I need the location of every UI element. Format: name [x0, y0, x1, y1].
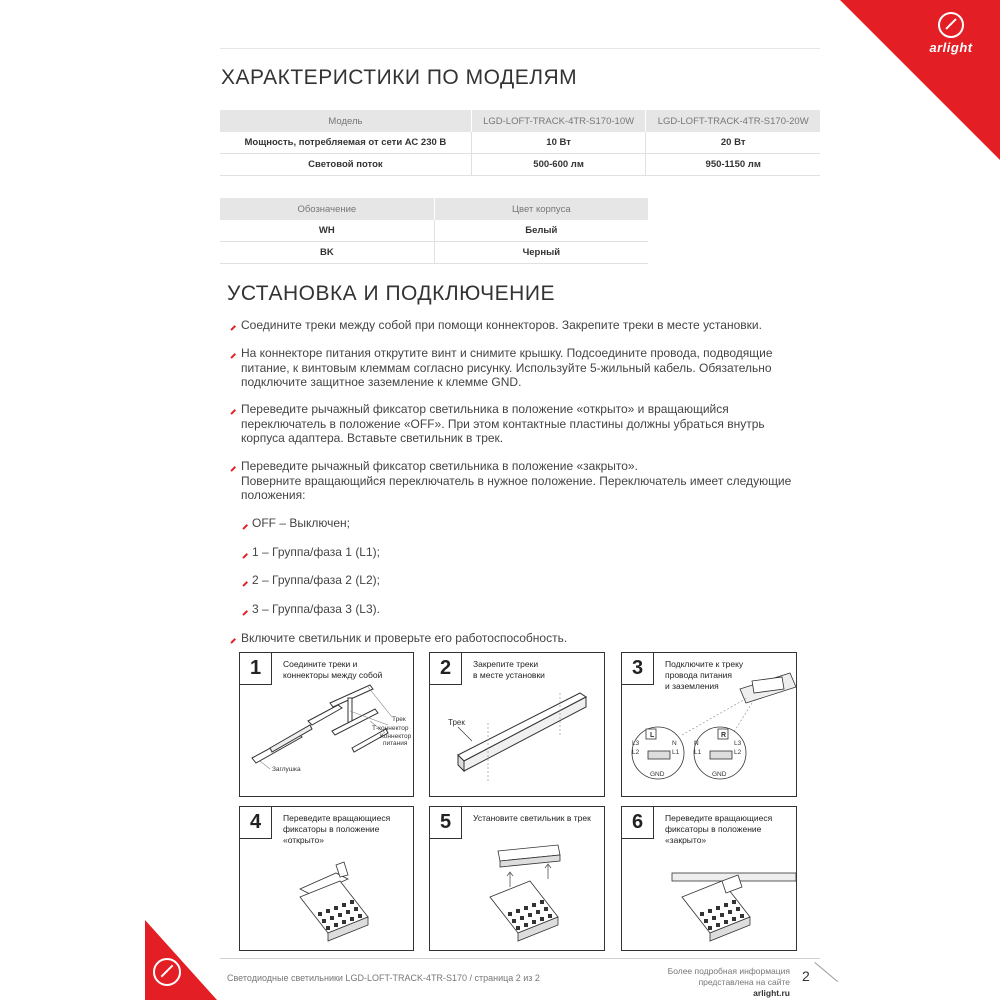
- brand-name: arlight: [929, 40, 973, 55]
- step-card-6: [621, 806, 797, 951]
- list-item: [241, 402, 765, 446]
- label-N: N: [672, 740, 677, 747]
- brand-logo-small-icon: [153, 958, 181, 986]
- step-caption: [473, 813, 603, 824]
- step-caption-line: провода питания: [665, 670, 732, 680]
- table-cell: Мощность, потребляемая от сети АС 230 В: [220, 132, 471, 154]
- list-item-line: переключатель в положение «OFF». При этом контактные пластины должны убраться внутрь: [241, 416, 765, 431]
- label-power-connector: Коннектор: [380, 733, 412, 740]
- table-cell: Черный: [434, 242, 648, 264]
- list-item-line: На коннекторе питания открутите винт и снимите крышку. Подсоедините провода, подводящие: [241, 346, 773, 360]
- page-number: 2: [802, 968, 810, 984]
- table-header-cell: Обозначение: [220, 198, 434, 220]
- color-table: [220, 198, 648, 264]
- step-caption-line: и заземления: [665, 681, 719, 691]
- list-item-line: питание, к винтовым клеммам согласно рисунку. Используйте 5-жильный кабель. Обязательно: [241, 360, 772, 375]
- label-L3: L3: [734, 740, 742, 747]
- table-cell: 950-1150 лм: [646, 154, 820, 176]
- models-table: [220, 110, 820, 176]
- label-track: Трек: [392, 716, 406, 723]
- table-header-cell: Цвет корпуса: [434, 198, 648, 220]
- table-row: [220, 220, 648, 242]
- table-header-cell: LGD-LOFT-TRACK-4TR-S170-10W: [471, 110, 646, 132]
- list-item-line: Переведите рычажный фиксатор светильника в положение «открыто» и вращающийся: [241, 402, 729, 416]
- step-caption: [283, 659, 423, 681]
- table-cell: 500-600 лм: [471, 154, 646, 176]
- footer-divider: [220, 958, 820, 959]
- step-caption-line: Соедините треки и: [283, 659, 358, 669]
- list-item: [241, 346, 773, 390]
- step-caption: [665, 659, 805, 692]
- list-item-line: Переведите рычажный фиксатор светильника в положение «закрыто».: [241, 459, 638, 473]
- table-header-cell: Модель: [220, 110, 471, 132]
- label-L3: L3: [632, 740, 640, 747]
- step-number: 5: [430, 807, 462, 839]
- table-cell: WH: [220, 220, 434, 242]
- corner-decoration-bottom-left: [145, 920, 217, 1000]
- step-caption: [473, 659, 613, 681]
- step-number: 1: [240, 653, 272, 685]
- step-card-2: [429, 652, 605, 797]
- list-item-line: Соедините треки между собой при помощи коннекторов. Закрепите треки в месте установки.: [241, 318, 762, 332]
- label-L2: L2: [734, 749, 742, 756]
- table-header-row: [220, 110, 820, 132]
- step-caption-line: Установите светильник в трек: [473, 813, 591, 823]
- step-caption-line: Переведите вращающиеся: [283, 813, 391, 823]
- step-number: 4: [240, 807, 272, 839]
- sub-list-item: OFF – Выключен;: [252, 516, 350, 530]
- section-title-characteristics: ХАРАКТЕРИСТИКИ ПО МОДЕЛЯМ: [221, 66, 578, 89]
- label-GND: GND: [650, 771, 665, 778]
- label-endcap: Заглушка: [272, 766, 301, 773]
- list-item: [241, 459, 791, 503]
- label-t-connector: Т-коннектор: [372, 725, 409, 732]
- table-cell: BK: [220, 242, 434, 264]
- step-card-3: [621, 652, 797, 797]
- footer-note-line: Более подробная информация: [667, 966, 790, 976]
- step-number: 2: [430, 653, 462, 685]
- footer-website-note: [660, 966, 790, 999]
- sub-list-item: 1 – Группа/фаза 1 (L1);: [252, 545, 380, 559]
- table-header-row: [220, 198, 648, 220]
- table-row: [220, 132, 820, 154]
- table-cell: 10 Вт: [471, 132, 646, 154]
- step-caption-line: «закрыто»: [665, 835, 707, 845]
- step-caption: [665, 813, 805, 846]
- label-L: L: [650, 732, 655, 739]
- table-row: [220, 242, 648, 264]
- label-L1: L1: [694, 749, 702, 756]
- step-caption-line: в месте установки: [473, 670, 545, 680]
- footer-decoration-line: [814, 962, 838, 982]
- list-item-line: корпуса адаптера. Вставьте светильник в трек.: [241, 431, 504, 445]
- label-L1: L1: [672, 749, 680, 756]
- step-caption-line: коннекторы между собой: [283, 670, 383, 680]
- table-cell: Световой поток: [220, 154, 471, 176]
- table-header-cell: LGD-LOFT-TRACK-4TR-S170-20W: [646, 110, 820, 132]
- label-power-connector-2: питания: [383, 740, 408, 747]
- list-item: Включите светильник и проверьте его работоспособность.: [241, 631, 568, 645]
- step-card-1: [239, 652, 414, 797]
- label-R: R: [721, 732, 727, 739]
- sub-list-item: 2 – Группа/фаза 2 (L2);: [252, 573, 380, 587]
- step-caption-line: «открыто»: [283, 835, 324, 845]
- footer-note-line: [660, 977, 790, 999]
- step-caption-line: Закрепите треки: [473, 659, 539, 669]
- website-link[interactable]: arlight.ru: [753, 988, 790, 998]
- step-card-5: [429, 806, 605, 951]
- step-caption-line: фиксаторы в положение: [283, 824, 380, 834]
- list-item: [241, 318, 762, 333]
- brand-logo: [916, 12, 986, 55]
- list-item-line: подключите защитное заземление к клемме GND.: [241, 375, 522, 389]
- step-caption-line: фиксаторы в положение: [665, 824, 762, 834]
- footer-document-info: Светодиодные светильники LGD-LOFT-TRACK-4TR-S170 / страница 2 из 2: [227, 973, 540, 983]
- header-divider: [220, 48, 820, 49]
- footer-note-prefix: представлена на сайте: [698, 977, 790, 987]
- table-cell: 20 Вт: [646, 132, 820, 154]
- label-L2: L2: [632, 749, 640, 756]
- step-caption: [283, 813, 423, 846]
- label-track: Трек: [448, 718, 465, 727]
- table-cell: Белый: [434, 220, 648, 242]
- list-item-line: Поверните вращающийся переключатель в нужное положение. Переключатель имеет следующие: [241, 473, 792, 488]
- label-GND: GND: [712, 771, 727, 778]
- sub-list-item: 3 – Группа/фаза 3 (L3).: [252, 602, 380, 616]
- brand-logo-icon: [938, 12, 964, 38]
- step-caption-line: Подключите к треку: [665, 659, 744, 669]
- list-item-line: положения:: [241, 488, 306, 502]
- step-card-4: [239, 806, 414, 951]
- section-title-installation: УСТАНОВКА И ПОДКЛЮЧЕНИЕ: [227, 282, 555, 305]
- label-N: N: [694, 740, 699, 747]
- step-number: 3: [622, 653, 654, 685]
- step-number: 6: [622, 807, 654, 839]
- step-caption-line: Переведите вращающиеся: [665, 813, 773, 823]
- table-row: [220, 154, 820, 176]
